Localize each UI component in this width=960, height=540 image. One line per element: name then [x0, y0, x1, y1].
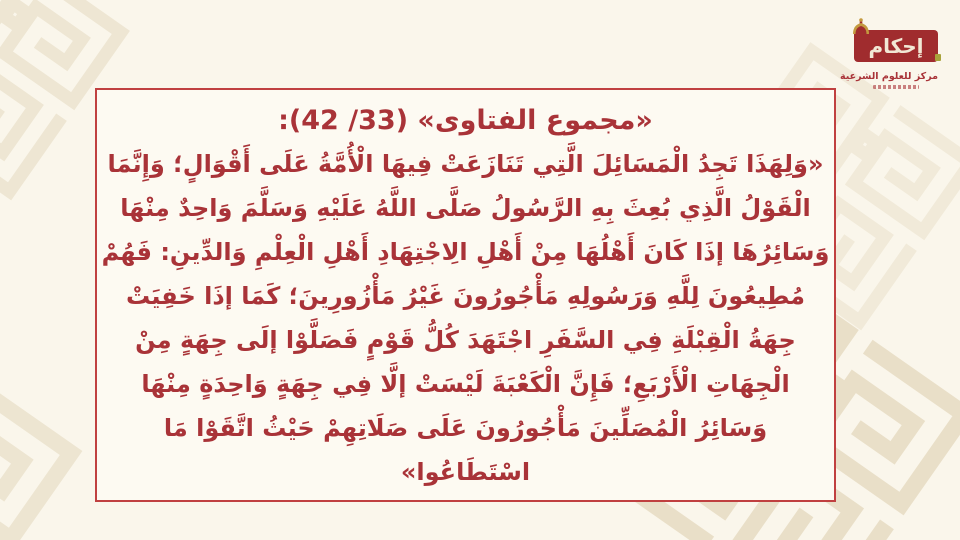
quote-line: وَسَائِرُهَا إذَا كَانَ أَهْلُهَا مِنْ أَهْلِ الِاجْتِهَادِ أَهْلِ الْعِلْمِ وَالدِّينِ: فَهُمْ [101, 238, 830, 266]
quote-line: اسْتَطَاعُوا» [400, 458, 531, 486]
quote-body [97, 142, 834, 494]
quote-line: الْقَوْلُ الَّذِي بُعِثَ بِهِ الرَّسُولُ صَلَّى اللَّهُ عَلَيْهِ وَسَلَّمَ وَاحِدٌ مِنْهَا [120, 194, 811, 222]
logo [840, 30, 938, 89]
quote-line: جِهَةُ الْقِبْلَةِ فِي السَّفَرِ اجْتَهَدَ كُلُّ قَوْمٍ فَصَلَّوْا إلَى جِهَةٍ مِنْ [135, 326, 796, 354]
logo-subtitle: مركز للعلوم الشرعية [840, 71, 938, 82]
logo-tagline-illegible [873, 85, 919, 89]
quote-line: الْجِهَاتِ الْأَرْبَعِ؛ فَإِنَّ الْكَعْبَةَ لَيْسَتْ إلَّا فِي جِهَةٍ وَاحِدَةٍ مِنْهَا [141, 370, 790, 398]
quote-line: مُطِيعُونَ لِلَّهِ وَرَسُولِهِ مَأْجُورُونَ غَيْرُ مَأْزُورِينَ؛ كَمَا إذَا خَفِيَتْ [125, 282, 806, 310]
logo-wordmark: إحكام [868, 34, 924, 58]
logo-wordmark-box [854, 30, 938, 62]
quote-title: «مجموع الفتاوى» (33/ 42): [278, 105, 653, 136]
quote-line: وَسَائِرُ الْمُصَلِّينَ مَأْجُورُونَ عَلَى صَلَاتِهِمْ حَيْثُ اتَّقَوْا مَا [163, 414, 768, 442]
quote-box [95, 88, 836, 502]
logo-accent-square [935, 54, 941, 61]
quote-line: «وَلِهَذَا تَجِدُ الْمَسَائِلَ الَّتِي تَنَازَعَتْ فِيهَا الْأُمَّةُ عَلَى أَقْوَالٍ؛ وَإِنَّمَا [107, 150, 824, 178]
mosque-dome-icon [850, 18, 872, 35]
